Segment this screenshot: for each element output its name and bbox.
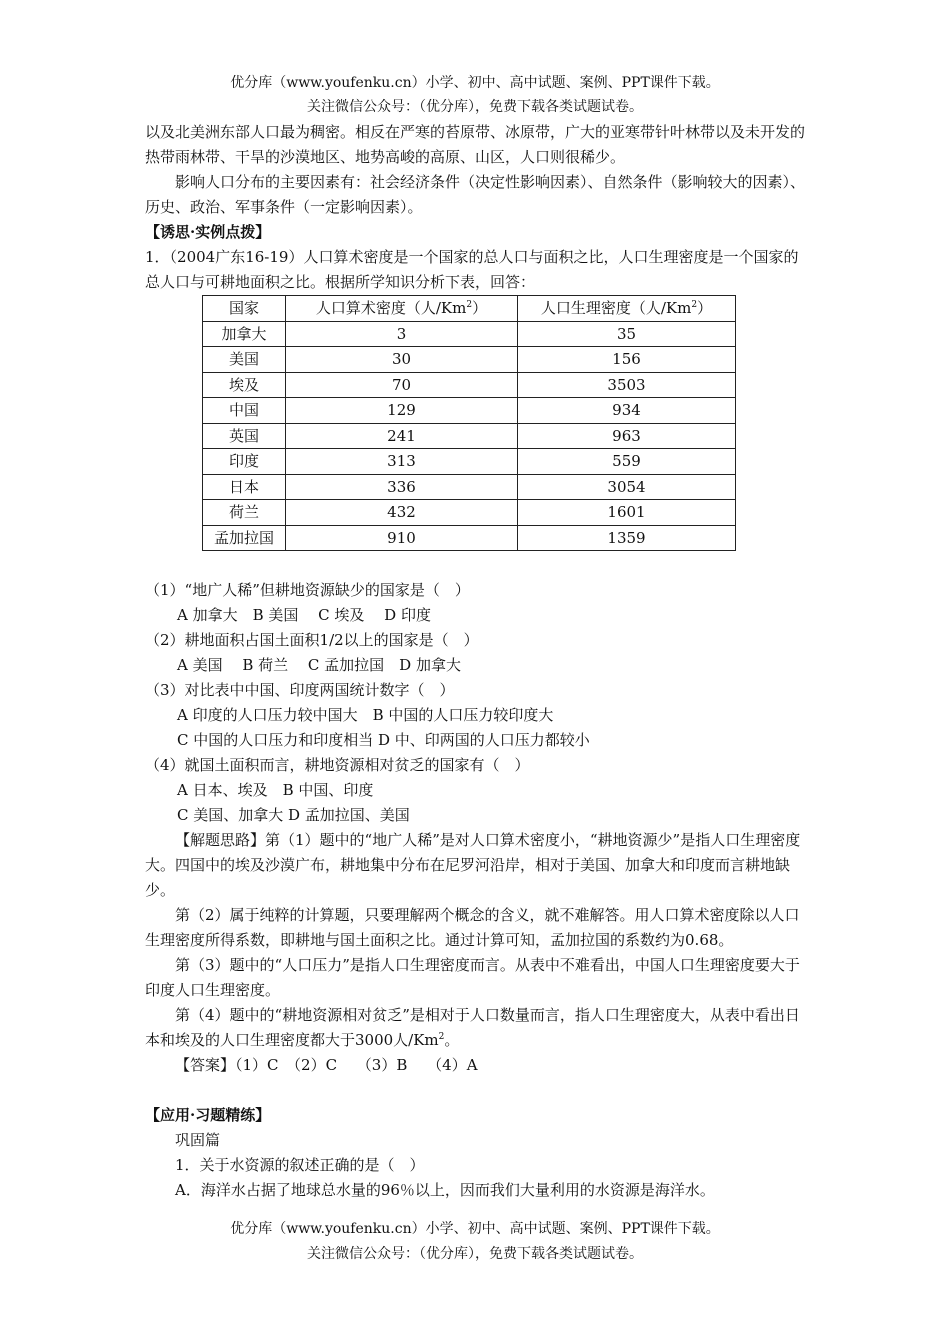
cell-country: 英国	[203, 423, 286, 449]
cell-phys: 3503	[518, 372, 736, 398]
subsection-consolidation: 巩固篇	[175, 1131, 221, 1149]
intro-paragraph-2: 影响人口分布的主要因素有：社会经济条件（决定性影响因素）、自然条件（影响较大的因素）、历史、政治、军事条件（一定影响因素）。	[145, 173, 806, 216]
cell-arith: 910	[286, 525, 518, 551]
subquestion-3-options-cd: C 中国的人口压力和印度相当 D 中、印两国的人口压力都较小	[177, 731, 590, 749]
table-row	[203, 449, 736, 475]
question-stem: 1．（2004广东16-19）人口算术密度是一个国家的总人口与面积之比，人口生理密度是一个国家的总人口与可耕地面积之比。根据所学知识分析下表，回答：	[145, 248, 799, 291]
analysis-paragraph-4: 第（4）题中的“耕地资源相对贫乏”是相对于人口数量而言，指人口生理密度大，从表中看出日本和埃及的人口生理密度都大于3000人/Km$^2$。	[145, 1006, 800, 1049]
density-table	[202, 295, 736, 551]
footer-line-1: 优分库（www.youfenku.cn）小学、初中、高中试题、案例、PPT课件下载。	[230, 1221, 720, 1237]
table-row	[203, 525, 736, 551]
cell-arith: 432	[286, 500, 518, 526]
cell-country: 中国	[203, 398, 286, 424]
cell-country: 美国	[203, 347, 286, 373]
section-title-examples: 【诱思·实例点拨】	[145, 223, 271, 241]
cell-phys: 156	[518, 347, 736, 373]
table-row	[203, 474, 736, 500]
exercise-question-1-option-a: A．海洋水占据了地球总水量的96％以上，因而我们大量利用的水资源是海洋水。	[175, 1181, 715, 1199]
cell-phys: 963	[518, 423, 736, 449]
cell-country: 埃及	[203, 372, 286, 398]
subquestion-3-options-ab: A 印度的人口压力较中国大 B 中国的人口压力较印度大	[177, 706, 554, 724]
cell-country: 加拿大	[203, 321, 286, 347]
cell-country: 荷兰	[203, 500, 286, 526]
footer-line-2: 关注微信公众号：（优分库），免费下载各类试题试卷。	[307, 1246, 643, 1262]
exercise-question-1: 1．关于水资源的叙述正确的是（ ）	[175, 1156, 425, 1174]
main-content	[145, 120, 810, 1203]
cell-arith: 70	[286, 372, 518, 398]
cell-arith: 313	[286, 449, 518, 475]
analysis-paragraph-2: 第（2）属于纯粹的计算题，只要理解两个概念的含义，就不难解答。用人口算术密度除以人口生理密度所得系数，即耕地与国土面积之比。通过计算可知，孟加拉国的系数约为0.68。	[145, 906, 800, 949]
table-row	[203, 398, 736, 424]
subquestion-3: （3）对比表中中国、印度两国统计数字（ ）	[145, 681, 455, 699]
table-row	[203, 347, 736, 373]
table-header-row	[203, 296, 736, 322]
answer-line: 【答案】（1）C （2）C （3）B （4）A	[175, 1056, 478, 1074]
header-line-2: 关注微信公众号：（优分库），免费下载各类试题试卷。	[307, 99, 643, 115]
header-country: 国家	[203, 296, 286, 322]
cell-phys: 1359	[518, 525, 736, 551]
cell-phys: 934	[518, 398, 736, 424]
section-title-exercises: 【应用·习题精练】	[145, 1106, 271, 1124]
cell-arith: 30	[286, 347, 518, 373]
header-physiological-density: 人口生理密度（人/Km$^2$）	[518, 296, 736, 322]
cell-phys: 1601	[518, 500, 736, 526]
table-row	[203, 500, 736, 526]
subquestion-4-options-cd: C 美国、加拿大 D 孟加拉国、美国	[177, 806, 410, 824]
cell-phys: 35	[518, 321, 736, 347]
cell-arith: 129	[286, 398, 518, 424]
cell-arith: 336	[286, 474, 518, 500]
cell-country: 日本	[203, 474, 286, 500]
header-arithmetic-density: 人口算术密度（人/Km$^2$）	[286, 296, 518, 322]
cell-arith: 241	[286, 423, 518, 449]
subquestion-2: （2）耕地面积占国土面积1/2以上的国家是（ ）	[145, 631, 479, 649]
subquestion-1: （1）“地广人稀”但耕地资源缺少的国家是（ ）	[145, 581, 470, 599]
analysis-paragraph-3: 第（3）题中的“人口压力”是指人口生理密度而言。从表中不难看出，中国人口生理密度要大于印度人口生理密度。	[145, 956, 800, 999]
subquestion-1-options: A 加拿大 B 美国 C 埃及 D 印度	[177, 606, 431, 624]
table-row	[203, 423, 736, 449]
subquestion-2-options: A 美国 B 荷兰 C 孟加拉国 D 加拿大	[177, 656, 461, 674]
cell-arith: 3	[286, 321, 518, 347]
cell-country: 孟加拉国	[203, 525, 286, 551]
intro-paragraph-1: 以及北美洲东部人口最为稠密。相反在严寒的苔原带、冰原带，广大的亚寒带针叶林带以及未开发的热带雨林带、干旱的沙漠地区、地势高峻的高原、山区，人口则很稀少。	[145, 123, 806, 166]
table-row	[203, 321, 736, 347]
cell-phys: 3054	[518, 474, 736, 500]
table-row	[203, 372, 736, 398]
analysis-paragraph-1: 【解题思路】第（1）题中的“地广人稀”是对人口算术密度小，“耕地资源少”是指人口生理密度大。四国中的埃及沙漠广布，耕地集中分布在尼罗河沿岸，相对于美国、加拿大和印度而言耕地缺少。	[145, 831, 801, 899]
subquestion-4-options-ab: A 日本、埃及 B 中国、印度	[177, 781, 374, 799]
cell-country: 印度	[203, 449, 286, 475]
cell-phys: 559	[518, 449, 736, 475]
subquestion-4: （4）就国土面积而言，耕地资源相对贫乏的国家有（ ）	[145, 756, 530, 774]
header-line-1: 优分库（www.youfenku.cn）小学、初中、高中试题、案例、PPT课件下载。	[230, 75, 720, 91]
